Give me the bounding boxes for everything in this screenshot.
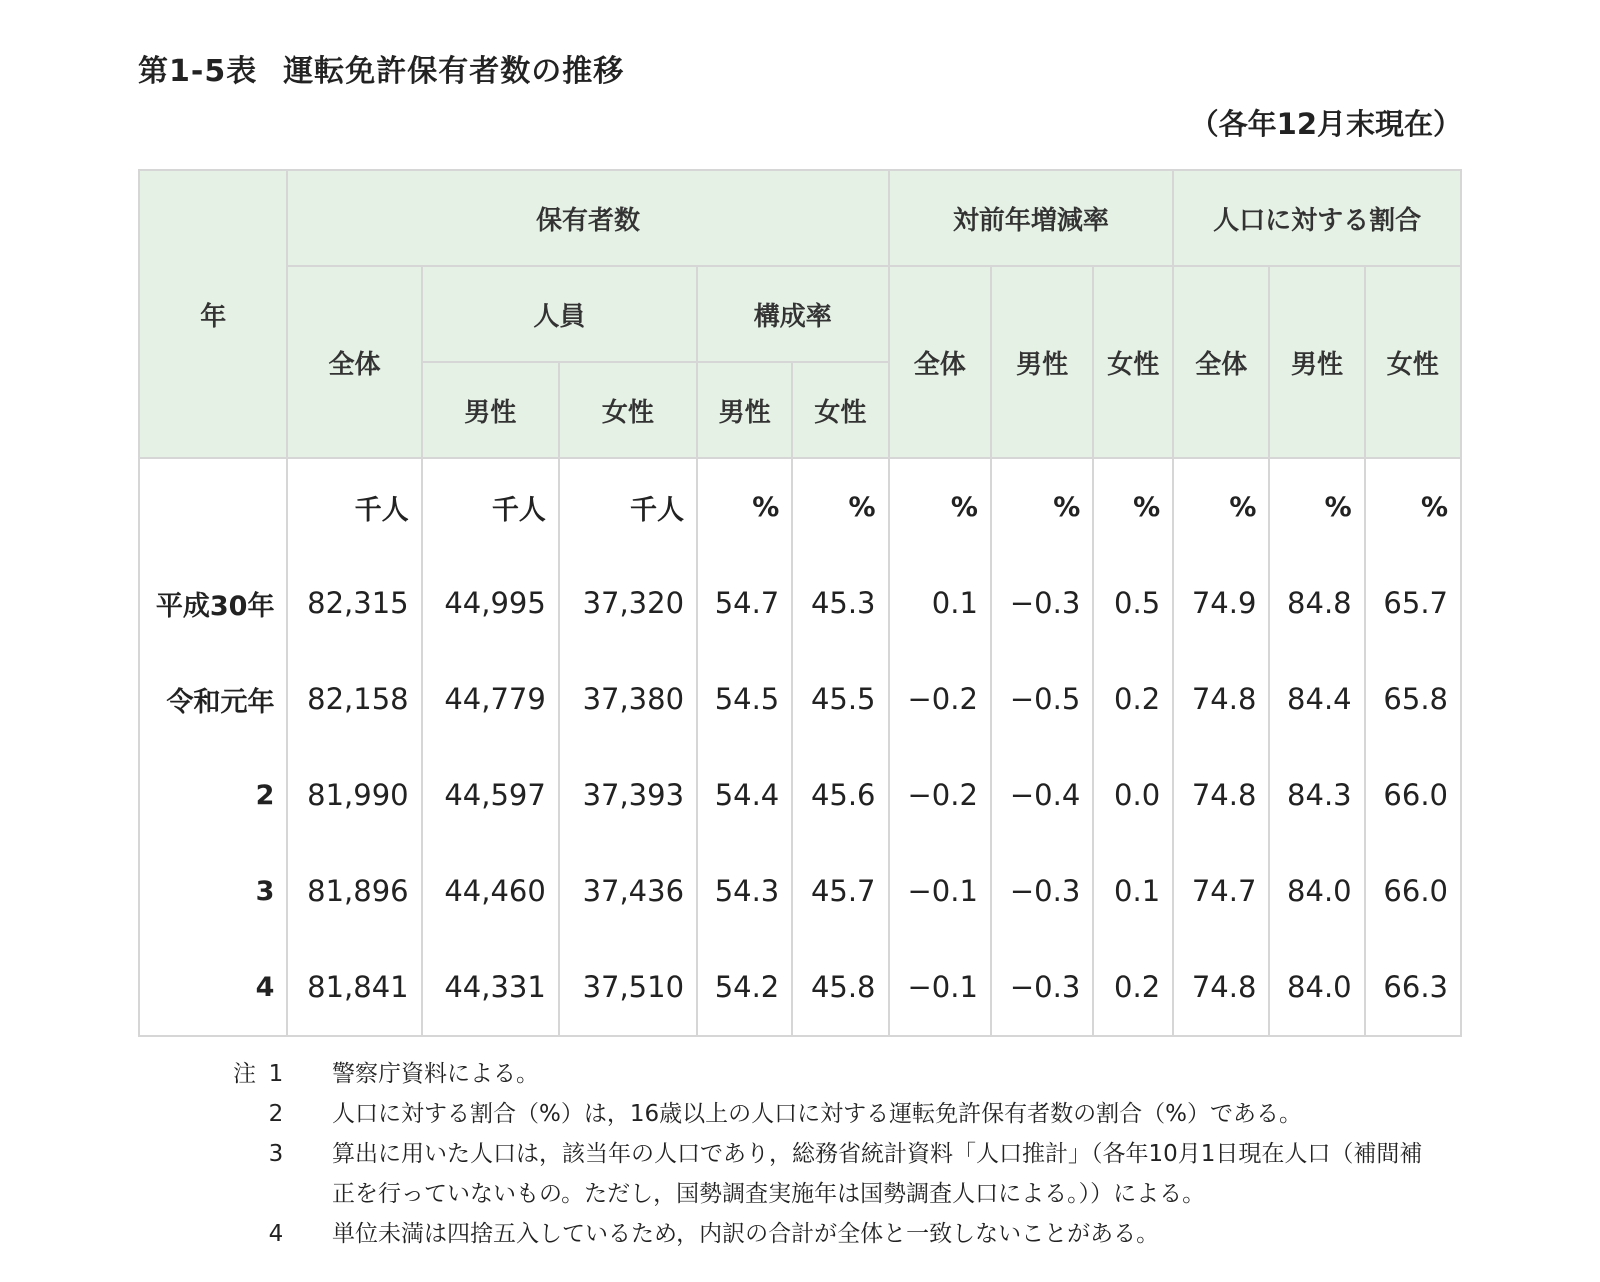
unit-row — [139, 458, 1461, 555]
value-cell: 44,995 — [422, 555, 559, 651]
table-title-text: 運転免許保有者数の推移 — [283, 54, 625, 89]
unit-cell: 千人 — [287, 458, 421, 555]
value-cell: 54.7 — [697, 555, 792, 651]
note-item — [196, 1054, 1442, 1094]
header-yoy: 対前年増減率 — [889, 170, 1174, 266]
header-holders: 保有者数 — [287, 170, 888, 266]
value-cell: 84.8 — [1269, 555, 1364, 651]
note-item — [196, 1094, 1442, 1134]
header-ratio-male: 男性 — [1269, 266, 1364, 458]
value-cell: 54.4 — [697, 747, 792, 843]
note-label — [196, 1054, 296, 1094]
header-composition-female: 女性 — [792, 362, 888, 458]
value-cell: 45.8 — [792, 939, 888, 1036]
value-cell: 81,841 — [287, 939, 421, 1036]
value-cell: 84.3 — [1269, 747, 1364, 843]
value-cell: 66.0 — [1365, 843, 1461, 939]
header-yoy-female: 女性 — [1093, 266, 1173, 458]
unit-cell: 千人 — [422, 458, 559, 555]
value-cell: −0.1 — [889, 939, 991, 1036]
note-number: 3 — [268, 1141, 284, 1167]
year-cell: 3 — [139, 843, 287, 939]
table-row — [139, 651, 1461, 747]
unit-cell: % — [991, 458, 1093, 555]
value-cell: 44,460 — [422, 843, 559, 939]
value-cell: −0.2 — [889, 747, 991, 843]
value-cell: 66.0 — [1365, 747, 1461, 843]
value-cell: 45.5 — [792, 651, 888, 747]
value-cell: 84.4 — [1269, 651, 1364, 747]
header-persons: 人員 — [422, 266, 697, 362]
note-label — [196, 1134, 296, 1214]
note-label — [196, 1214, 296, 1254]
value-cell: −0.5 — [991, 651, 1093, 747]
value-cell: 45.7 — [792, 843, 888, 939]
value-cell: 74.9 — [1173, 555, 1269, 651]
value-cell: 0.1 — [1093, 843, 1173, 939]
value-cell: 54.2 — [697, 939, 792, 1036]
value-cell: 44,597 — [422, 747, 559, 843]
value-cell: 45.3 — [792, 555, 888, 651]
unit-cell: % — [1269, 458, 1364, 555]
table-row — [139, 939, 1461, 1036]
year-cell: 令和元年 — [139, 651, 287, 747]
value-cell: −0.4 — [991, 747, 1093, 843]
note-number: 1 — [268, 1061, 284, 1087]
unit-cell: 千人 — [559, 458, 697, 555]
header-persons-male: 男性 — [422, 362, 559, 458]
header-ratio-total: 全体 — [1173, 266, 1269, 458]
note-item — [196, 1214, 1442, 1254]
value-cell: 74.8 — [1173, 939, 1269, 1036]
note-text: 算出に用いた人口は，該当年の人口であり，総務省統計資料「人口推計」（各年10月1日現在人口（補間補正を行っていないもの。ただし，国勢調査実施年は国勢調査人口による。））による。 — [332, 1141, 1423, 1207]
value-cell: 44,779 — [422, 651, 559, 747]
header-composition: 構成率 — [697, 266, 888, 362]
value-cell: 65.7 — [1365, 555, 1461, 651]
value-cell: 74.8 — [1173, 747, 1269, 843]
year-cell: 平成30年 — [139, 555, 287, 651]
note-prefix: 注 — [233, 1061, 256, 1087]
year-cell: 2 — [139, 747, 287, 843]
value-cell: 74.7 — [1173, 843, 1269, 939]
header-yoy-male: 男性 — [991, 266, 1093, 458]
value-cell: 84.0 — [1269, 939, 1364, 1036]
note-item — [196, 1134, 1442, 1214]
note-text: 人口に対する割合（%）は，16歳以上の人口に対する運転免許保有者数の割合（%）である。 — [332, 1101, 1302, 1127]
value-cell: −0.1 — [889, 843, 991, 939]
year-cell: 4 — [139, 939, 287, 1036]
note-label — [196, 1094, 296, 1134]
value-cell: −0.3 — [991, 843, 1093, 939]
value-cell: 37,380 — [559, 651, 697, 747]
value-cell: 0.0 — [1093, 747, 1173, 843]
table-title — [138, 46, 624, 90]
note-text: 単位未満は四捨五入しているため，内訳の合計が全体と一致しないことがある。 — [332, 1221, 1160, 1247]
value-cell: −0.3 — [991, 555, 1093, 651]
as-of-note: （各年12月末現在） — [1189, 107, 1462, 141]
value-cell: 66.3 — [1365, 939, 1461, 1036]
header-ratio: 人口に対する割合 — [1173, 170, 1461, 266]
value-cell: 81,990 — [287, 747, 421, 843]
table-code: 第1-5表 — [138, 54, 258, 89]
value-cell: 37,393 — [559, 747, 697, 843]
table-body — [139, 458, 1461, 1036]
value-cell: 37,436 — [559, 843, 697, 939]
table-row — [139, 555, 1461, 651]
value-cell: 65.8 — [1365, 651, 1461, 747]
unit-cell: % — [1093, 458, 1173, 555]
header-yoy-total: 全体 — [889, 266, 991, 458]
value-cell: 54.3 — [697, 843, 792, 939]
unit-cell: % — [792, 458, 888, 555]
unit-cell: % — [1173, 458, 1269, 555]
unit-cell: % — [697, 458, 792, 555]
value-cell: −0.2 — [889, 651, 991, 747]
value-cell: 0.2 — [1093, 939, 1173, 1036]
value-cell: −0.3 — [991, 939, 1093, 1036]
note-number: 4 — [268, 1221, 284, 1247]
value-cell: 82,315 — [287, 555, 421, 651]
header-holders-total: 全体 — [287, 266, 421, 458]
value-cell: 0.1 — [889, 555, 991, 651]
value-cell: 0.5 — [1093, 555, 1173, 651]
table-row — [139, 747, 1461, 843]
unit-cell: % — [889, 458, 991, 555]
license-holders-table — [138, 169, 1462, 1037]
note-text: 警察庁資料による。 — [332, 1061, 539, 1087]
value-cell: 37,320 — [559, 555, 697, 651]
unit-cell: % — [1365, 458, 1461, 555]
header-persons-female: 女性 — [559, 362, 697, 458]
value-cell: 82,158 — [287, 651, 421, 747]
value-cell: 84.0 — [1269, 843, 1364, 939]
header-year: 年 — [139, 170, 287, 458]
note-number: 2 — [268, 1101, 284, 1127]
unit-cell-year — [139, 458, 287, 555]
table-row — [139, 843, 1461, 939]
header-ratio-female: 女性 — [1365, 266, 1461, 458]
value-cell: 74.8 — [1173, 651, 1269, 747]
value-cell: 44,331 — [422, 939, 559, 1036]
value-cell: 0.2 — [1093, 651, 1173, 747]
header-composition-male: 男性 — [697, 362, 792, 458]
notes — [196, 1054, 1442, 1254]
value-cell: 81,896 — [287, 843, 421, 939]
value-cell: 45.6 — [792, 747, 888, 843]
value-cell: 54.5 — [697, 651, 792, 747]
value-cell: 37,510 — [559, 939, 697, 1036]
